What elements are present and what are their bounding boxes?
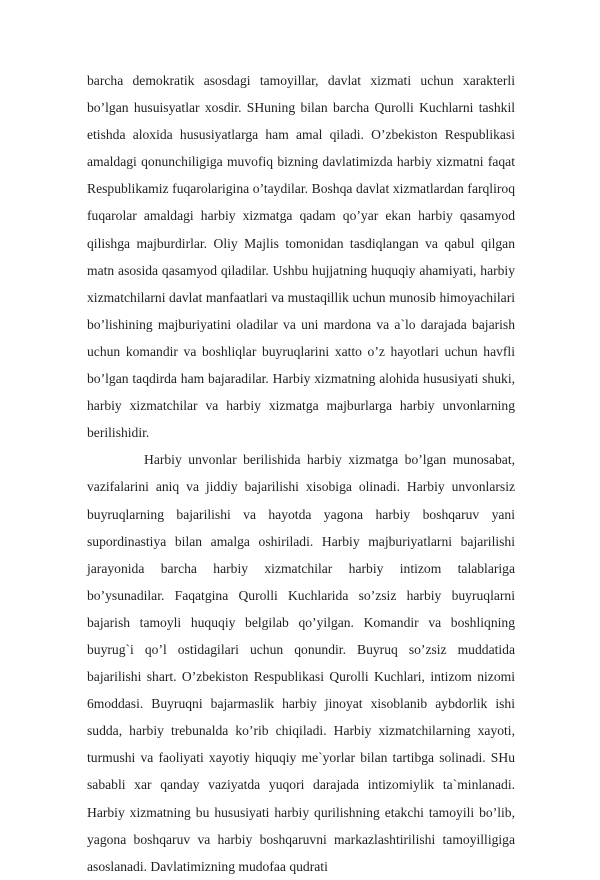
paragraph-continuation: barcha demokratik asosdagi tamoyillar, davlat xizmati uchun xarakterli bo’lgan husuisyatlar xosdir. SHuning bilan barcha Qurolli Kuchlarni tashkil etishda aloxida hususiyatlarga ham amal qiladi. O’zbekiston Respublikasi amaldagi qonunchiligiga muvofiq bizning davlatimizda harbiy xizmatni faqat Respublikamiz fuqarolarigina o’taydilar. Boshqa davlat xizmatlardan farqliroq fuqarolar amaldagi harbiy xizmatga qadam qo’yar ekan harbiy qasamyod qilishga majburdirlar. Oliy Majlis tomonidan tasdiqlangan va qabul qilgan matn asosida qasamyod qiladilar. Ushbu hujjatning huquqiy ahamiyati, harbiy xizmatchilarni davlat manfaatlari va mustaqillik uchun munosib himoyachilari bo’lishining majburiyatini oladilar va uni mardona va a`lo darajada bajarish uchun komandir va boshliqlar buyruqlarini xatto o’z hayotlari uchun havfli bo’lgan taqdirda ham bajaradilar. Harbiy xizmatning alohida hususiyati shuki, harbiy xizmatchilar va harbiy xizmatga majburlarga harbiy unvonlarning berilishidir. [87,73,515,441]
document-body [87,67,515,880]
paragraph-military-ranks: Harbiy unvonlar berilishida harbiy xizmatga bo’lgan munosabat, vazifalarini aniq va jiddiy bajarilishi xisobiga olinadi. Harbiy unvonlarsiz buyruqlarning bajarilishi va hayotda yagona harbiy boshqaruv yani supordinastiya bilan amalga oshiriladi. Harbiy majburiyatlarni bajarilishi jarayonida barcha harbiy xizmatchilar harbiy intizom talablariga bo’ysunadilar. Faqatgina Qurolli Kuchlarida so’zsiz harbiy buyruqlarni bajarish tamoyli huquqiy belgilab qo’yilgan. Komandir va boshliqning buyrug`i qo’l ostidagilari uchun qonundir. Buyruq so’zsiz muddatida bajarilishi shart. O’zbekiston Respublikasi Qurolli Kuchlari, intizom nizomi 6moddasi. Buyruqni bajarmaslik harbiy jinoyat xisoblanib aybdorlik ishi sudda, harbiy trebunalda ko’rib chiqiladi. Harbiy xizmatchilarning xayoti, turmushi va faoliyati xayotiy hiquqiy me`yorlar bilan tartibga solinadi. SHu sababli xar qanday vaziyatda yuqori darajada intizomiylik ta`minlanadi. Harbiy xizmatning bu hususiyati harbiy qurilishning etakchi tamoyili bo’lib, yagona boshqaruv va harbiy boshqaruvni markazlashtirilishi tamoyilligiga asoslanadi. Davlatimizning mudofaa qudrati [87,452,515,874]
